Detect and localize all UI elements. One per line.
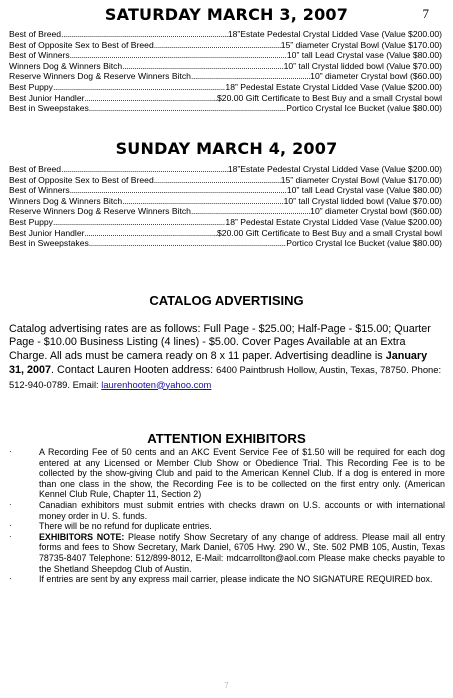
exhibitor-note-text	[39, 447, 445, 500]
dot-leader	[89, 103, 287, 114]
catalog-rates-text: Catalog advertising rates are as follows: Full Page - $25.00; Half-Page - $15.00; Quarter Page - $10.00 Business Listing (4 lines) - $5.00.	[9, 323, 431, 349]
award-name: Best of Winners	[9, 185, 70, 196]
exhibitor-note-item	[9, 521, 445, 532]
award-prize: 15” diameter Crystal Bowl (Value $170.00)	[280, 174, 442, 185]
award-row	[9, 29, 442, 40]
award-row	[9, 228, 442, 239]
award-name: Best Puppy	[9, 216, 53, 227]
award-row	[9, 206, 442, 217]
contact-email-link[interactable]: laurenhooten@yahoo.com	[101, 378, 212, 390]
award-row	[9, 164, 442, 175]
award-prize: 18” Pedestal Estate Crystal Lidded Vase (Value $200.00)	[225, 81, 442, 92]
exhibitor-note-item	[9, 532, 445, 574]
contact-address: 6400 Paintbrush Hollow, Austin, Texas, 78750. Phone: 512-940-0789. Email:	[9, 364, 442, 390]
award-row	[9, 61, 442, 72]
award-prize: 10” tall Crystal lidded bowl (Value $70.00)	[283, 60, 442, 71]
page-number-top: 7	[422, 6, 429, 21]
exhibitor-note-lead: EXHIBITORS NOTE:	[39, 531, 125, 542]
award-name: Winners Dog & Winners Bitch	[9, 195, 123, 206]
award-name: Best of Winners	[9, 50, 70, 61]
dot-leader	[154, 175, 281, 186]
dot-leader	[61, 29, 228, 40]
exhibitor-note-body: There will be no refund for duplicate entries.	[39, 521, 212, 532]
bullet-icon: ·	[9, 447, 12, 456]
award-name: Best of Breed	[9, 164, 62, 174]
bullet-icon: ·	[9, 499, 12, 509]
award-row	[9, 217, 442, 228]
award-row	[9, 238, 442, 249]
award-row	[9, 175, 442, 186]
dot-leader	[53, 217, 225, 228]
award-prize: Portico Crystal Ice Bucket (value $80.00)	[286, 103, 442, 114]
dot-leader	[122, 196, 283, 207]
award-prize: 18”Estate Pedestal Crystal Lidded Vase (Value $200.00)	[227, 29, 442, 39]
award-prize: $20.00 Gift Certificate to Best Buy and a small Crystal bowl	[217, 92, 442, 103]
award-prize: 18”Estate Pedestal Crystal Lidded Vase (Value $200.00)	[227, 164, 442, 174]
award-prize: 10” diameter Crystal bowl ($60.00)	[310, 206, 442, 217]
page-number-bottom: 7	[224, 681, 229, 690]
award-prize: Portico Crystal Ice Bucket (value $80.00)	[286, 238, 442, 249]
award-row	[9, 82, 442, 93]
award-row	[9, 40, 442, 51]
saturday-award-list	[9, 29, 442, 114]
dot-leader	[154, 40, 281, 51]
award-prize: $20.00 Gift Certificate to Best Buy and a small Crystal bowl	[217, 227, 442, 238]
dot-leader	[84, 93, 217, 104]
dot-leader	[89, 238, 287, 249]
award-name: Best of Opposite Sex to Best of Breed	[9, 174, 154, 185]
attention-exhibitors-title: ATTENTION EXHIBITORS	[147, 431, 306, 446]
award-prize: 10” tall Lead Crystal vase (Value $80.00)	[286, 185, 442, 196]
award-row	[9, 50, 442, 61]
award-name: Best of Breed	[9, 29, 62, 39]
saturday-title: SATURDAY MARCH 3, 2007	[104, 5, 349, 24]
award-prize: 15” diameter Crystal Bowl (Value $170.00)	[280, 39, 442, 50]
bullet-icon: ·	[9, 521, 12, 531]
dot-leader	[70, 185, 287, 196]
dot-leader	[191, 71, 310, 82]
award-name: Best Puppy	[9, 81, 53, 92]
award-row	[9, 71, 442, 82]
exhibitor-note-item	[9, 447, 445, 500]
award-name: Winners Dog & Winners Bitch	[9, 60, 123, 71]
advertising-deadline: January 31, 2007	[9, 349, 428, 377]
catalog-advertising-title: CATALOG ADVERTISING	[149, 293, 304, 308]
exhibitor-note-text	[39, 574, 445, 585]
bullet-icon: ·	[9, 574, 12, 584]
award-row	[9, 185, 442, 196]
award-name: Best Junior Handler	[9, 227, 85, 238]
award-row	[9, 93, 442, 104]
dot-leader	[191, 206, 310, 217]
exhibitor-note-text	[39, 532, 445, 574]
award-name: Best of Opposite Sex to Best of Breed	[9, 39, 154, 50]
dot-leader	[84, 228, 217, 239]
exhibitor-note-item	[9, 574, 445, 585]
catalog-cover-text: Cover Pages Available at an Extra Charge. All ads must be camera ready on 8 x 11 paper. Advertising deadline is	[9, 336, 406, 362]
award-name: Best in Sweepstakes	[9, 238, 89, 249]
bullet-icon: ·	[9, 531, 12, 541]
award-name: Best Junior Handler	[9, 92, 85, 103]
exhibitor-note-item	[9, 500, 445, 521]
dot-leader	[70, 50, 287, 61]
award-prize: 18” Pedestal Estate Crystal Lidded Vase (Value $200.00)	[225, 216, 442, 227]
award-row	[9, 196, 442, 207]
catalog-advertising-body	[9, 323, 445, 392]
dot-leader	[122, 61, 283, 72]
exhibitor-note-body: A Recording Fee of 50 cents and an AKC Event Service Fee of $1.50 will be required for each dog entered at any Licensed or Member Club Show or Obedience Trial. This Recording Fee is to be collected by the show-giving Club and paid to the American Kennel Club. If a dog is entered in more than one class in the show, the Recording Fee is to be collected on the first entry only. (American Kennel Club Rule, Chapter 11, Section 2)	[39, 447, 445, 500]
catalog-contact-text: . Contact Lauren Hooten address:	[51, 364, 217, 377]
exhibitor-note-text	[39, 500, 445, 521]
exhibitor-note-text	[39, 521, 445, 532]
dot-leader	[53, 82, 225, 93]
award-name: Reserve Winners Dog & Reserve Winners Bitch	[9, 71, 191, 82]
sunday-award-list	[9, 164, 442, 249]
exhibitor-note-body: If entries are sent by any express mail carrier, please indicate the NO SIGNATURE REQUIRED box.	[39, 574, 433, 585]
dot-leader	[61, 164, 228, 175]
exhibitor-note-body: Please notify Show Secretary of any change of address. Please mail all entry forms and fees to Show Secretary, Mark Daniel, 6705 Hwy. 290 W., Ste. 502 PMB 105, Austin, Texas 78735-8407 Telephone: 512/899-8012, E-Mail: mdcarrollton@aol.com Please make checks payable to the Shetland Sheepdog Club of Austin.	[39, 531, 446, 574]
sunday-title: SUNDAY MARCH 4, 2007	[115, 139, 338, 158]
exhibitor-notes-list	[9, 447, 445, 585]
award-row	[9, 103, 442, 114]
exhibitor-note-body: Canadian exhibitors must submit entries with checks drawn on U.S. accounts or with international money order in U. S. funds.	[39, 499, 445, 521]
award-prize: 10” diameter Crystal bowl ($60.00)	[310, 71, 442, 82]
award-name: Best in Sweepstakes	[9, 103, 89, 114]
award-name: Reserve Winners Dog & Reserve Winners Bitch	[9, 206, 191, 217]
award-prize: 10” tall Crystal lidded bowl (Value $70.00)	[283, 195, 442, 206]
award-prize: 10” tall Lead Crystal vase (Value $80.00)	[286, 50, 442, 61]
